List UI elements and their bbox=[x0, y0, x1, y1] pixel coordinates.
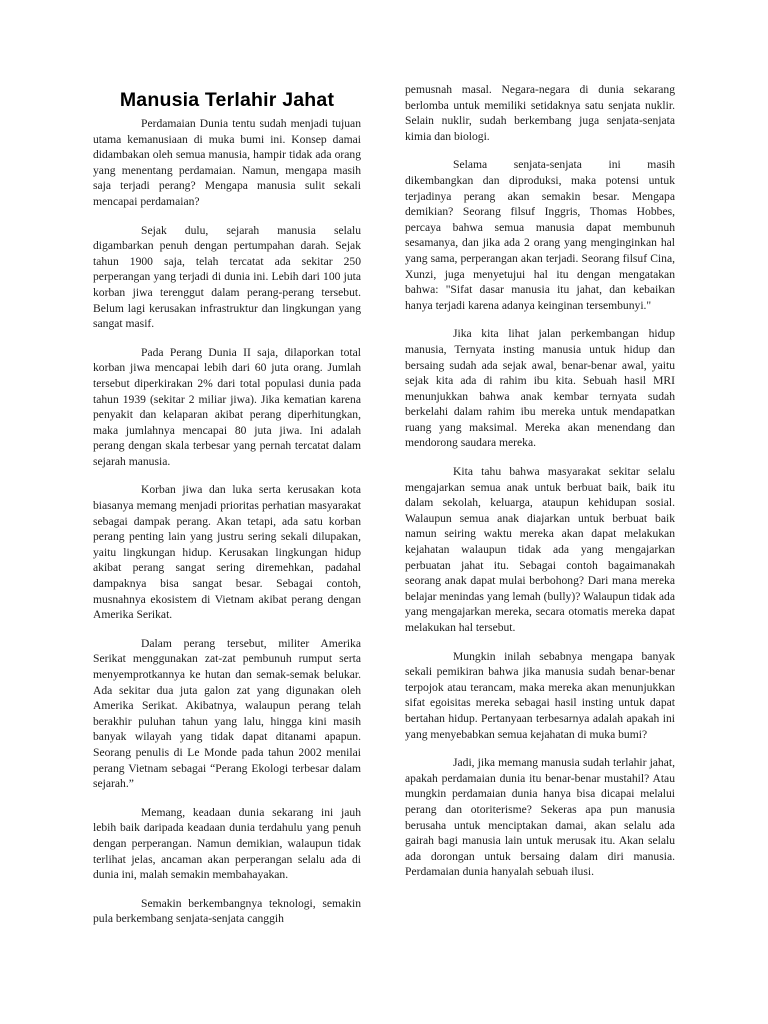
paragraph: Semakin berkembangnya teknologi, semakin pula berkembang senjata-senjata canggih bbox=[93, 896, 361, 926]
paragraph: Perdamaian Dunia tentu sudah menjadi tujuan utama kemanusiaan di muka bumi ini. Konsep damai didambakan oleh semua manusia, hampir tidak ada orang yang menentang perdamaian. Namun, mengapa masih saja terjadi perang? Mengapa manusia sulit sekali mencapai perdamaian? bbox=[93, 117, 361, 208]
paragraph: Pada Perang Dunia II saja, dilaporkan total korban jiwa mencapai lebih dari 60 juta orang. Jumlah tersebut diperkirakan 2% dari total populasi dunia pada tahun 1939 (sekitar 2 miliar jiwa). Jika kematian karena penyakit dan kelaparan akibat perang diperhitungkan, maka jumlahnya mencapai 80 juta jiwa. Ini adalah perang dengan skala terbesar yang pernah tercatat dalam sejarah manusia. bbox=[93, 345, 361, 468]
paragraph-continuation: pemusnah masal. Negara-negara di dunia sekarang berlomba untuk memiliki setidaknya satu senjata nuklir. Selain nuklir, sudah berkembang juga senjata-senjata kimia dan biologi. bbox=[405, 83, 675, 143]
document-title: Manusia Terlahir Jahat bbox=[119, 89, 335, 111]
paragraph: Jika kita lihat jalan perkembangan hidup manusia, Ternyata insting manusia untuk hidup dan bersaing sudah ada sejak awal, benar-benar awal, yaitu sejak kita ada di rahim ibu kita. Sebuah hasil MRI menunjukkan bahwa anak kembar ternyata sudah berkelahi dalam rahim ibu mereka untuk mendapatkan ruang yang maksimal. Mereka akan menendang dan mendorong saudara mereka. bbox=[405, 327, 675, 450]
paragraph: Dalam perang tersebut, militer Amerika Serikat menggunakan zat-zat pembunuh rumput serta menyemprotkannya ke hutan dan semak-semak belukar. Ada sekitar dua juta galon zat yang digunakan oleh Amerika Serikat. Akibatnya, walaupun perang telah berakhir puluhan tahun yang lalu, hingga kini masih banyak wilayah yang tidak dapat ditanami apapun. Seorang penulis di Le Monde pada tahun 2002 menilai perang Vietnam sebagai “Perang Ekologi terbesar dalam sejarah.” bbox=[93, 636, 361, 791]
right-column bbox=[405, 82, 675, 893]
paragraph: Sejak dulu, sejarah manusia selalu digambarkan penuh dengan pertumpahan darah. Sejak tahun 1900 saja, telah tercatat ada sekitar 250 perperangan yang terjadi di dunia ini. Lebih dari 100 juta korban jiwa terenggut dalam perang-perang tersebut. Belum lagi kerusakan infrastruktur dan lingkungan yang sangat masif. bbox=[93, 223, 361, 331]
paragraph: Mungkin inilah sebabnya mengapa banyak sekali pemikiran bahwa jika manusia sudah benar-benar terpojok atau terancam, maka mereka akan menunjukkan sifat egoisitas mereka sebagai hasil insting untuk dapat bertahan hidup. Pertanyaan terbesarnya adalah apakah ini yang menyebabkan semua kejahatan di muka bumi? bbox=[405, 649, 675, 741]
paragraph: Selama senjata-senjata ini masih dikembangkan dan diproduksi, maka potensi untuk terjadinya perang akan semakin besar. Mengapa demikian? Seorang filsuf Inggris, Thomas Hobbes, percaya bahwa semua manusia dapat membunuh sesamanya, dan jika ada 2 orang yang menginginkan hal yang sama, perperangan akan terjadi. Seorang filsuf Cina, Xunzi, juga menyetujui hal itu dengan mengatakan bahwa: "Sifat dasar manusia itu jahat, dan kebaikan hanya terjadi karena adanya keinginan tersembunyi." bbox=[405, 158, 675, 312]
paragraph: Korban jiwa dan luka serta kerusakan kota biasanya memang menjadi prioritas perhatian masyarakat sebagai dampak perang. Akan tetapi, ada satu korban perang penting lain yang justru sering sekali dilupakan, yaitu lingkungan hidup. Kerusakan lingkungan hidup akibat perang sangat sering diremehkan, padahal dampaknya bisa sangat besar. Sebagai contoh, musnahnya ekosistem di Vietnam akibat perang dengan Amerika Serikat. bbox=[93, 483, 361, 622]
left-column bbox=[93, 0, 361, 940]
paragraph: Jadi, jika memang manusia sudah terlahir jahat, apakah perdamaian dunia itu benar-benar mustahil? Atau mungkin perdamaian dunia hanya bisa dicapai melalui perang dan otoriterisme? Sekeras apa pun manusia berusaha untuk menciptakan damai, akan selalu ada gairah bagi manusia lain untuk merusak itu. Akan selalu ada dorongan untuk bersaing dalam diri manusia. Perdamaian dunia hanyalah sebuah ilusi. bbox=[405, 756, 675, 879]
paragraph: Memang, keadaan dunia sekarang ini jauh lebih baik daripada keadaan dunia terdahulu yang penuh dengan perperangan. Namun demikian, walaupun tidak terlihat jelas, ancaman akan perperangan selalu ada di dunia ini, malah semakin membahayakan. bbox=[93, 805, 361, 882]
paragraph: Kita tahu bahwa masyarakat sekitar selalu mengajarkan semua anak untuk berbuat baik, baik itu dalam sekolah, keluarga, ataupun kehidupan sosial. Walaupun semua anak diajarkan untuk berbuat baik namun seiring waktu mereka akan dapat melakukan kejahatan walaupun tidak ada yang mengajarkan perbuatan jahat itu. Sebagai contoh bagaimanakah seorang anak dapat mulai berbohong? Dari mana mereka belajar menindas yang lemah (bully)? Walaupun tidak ada yang mengajarkan mereka, secara otomatis mereka dapat melakukan hal tersebut. bbox=[405, 465, 675, 634]
